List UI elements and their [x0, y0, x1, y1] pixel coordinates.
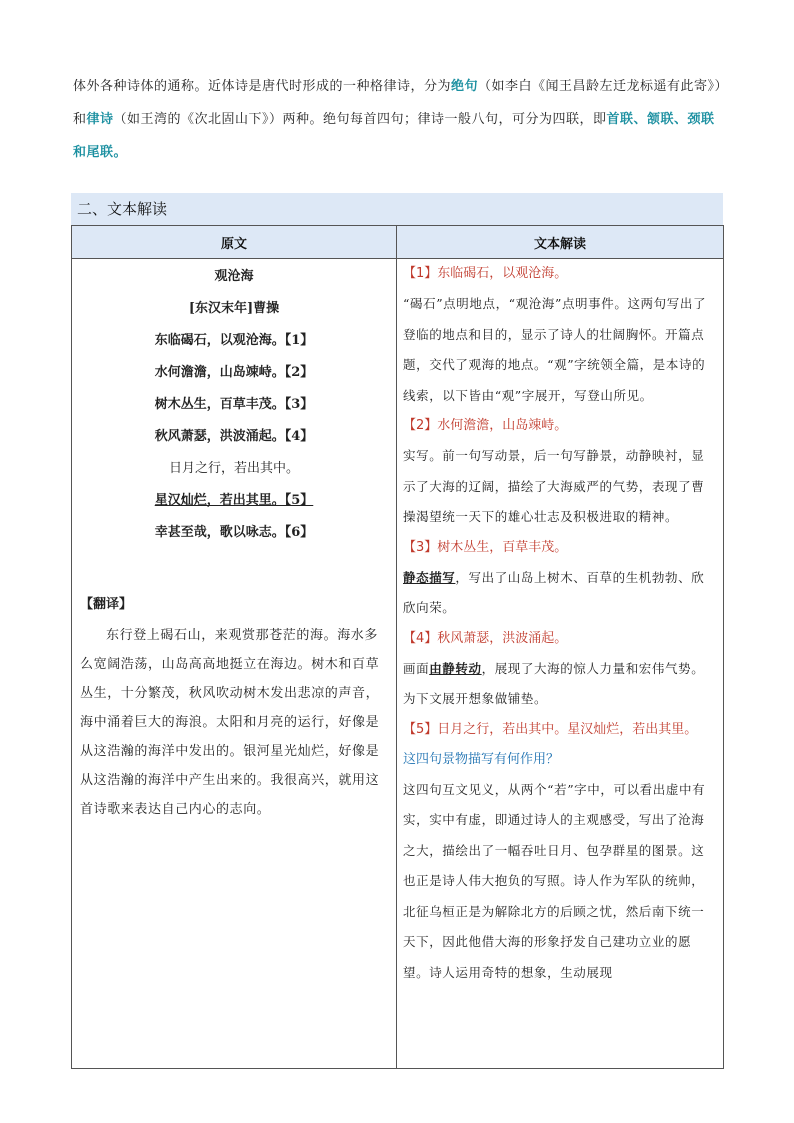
column-header-interpretation: 文本解读	[397, 226, 724, 259]
poem-line: 日月之行，若出其中。	[168, 461, 299, 476]
poem-line: 水何澹澹，山岛竦峙。【2】	[154, 365, 314, 380]
note-4-heading: 【4】秋风萧瑟，洪波涌起。	[403, 630, 568, 646]
intro-paragraph	[73, 70, 725, 169]
note-2-heading: 【2】水何澹澹，山岛竦峙。	[403, 418, 568, 433]
original-text-cell	[72, 259, 397, 1069]
note-5-body: 这四句互文见义，从两个“若”字中，可以看出虚中有实，实中有虚，即通过诗人的主观感受，写出了沧海之大，描绘出了一幅吞吐日月、包孕群星的图景。这也正是诗人伟大抱负的写照。诗人作为军队的统帅，北征乌桓正是为解除北方的后顾之忧，然后南下统一天下，因此他借大海的形象抒发自己建功立业的愿望。诗人运用奇特的想象，生动展现	[403, 781, 706, 980]
poem-line: 东临碣石，以观沧海。【1】	[154, 333, 314, 348]
note-3-heading: 【3】树木丛生，百草丰茂。	[403, 539, 568, 555]
poem-author: [东汉末年]曹操	[188, 301, 280, 316]
intro-text-3: （如王湾的《次北固山下》）两种。绝句每首四句；律诗一般八句，可分为四联，即	[113, 112, 607, 127]
note-3-keyword: 静态描写	[403, 569, 456, 585]
note-1-body: “碣石”点明地点，“观沧海”点明事件。这两句写出了登临的地点和目的，显示了诗人的壮阔胸怀。开篇点题，交代了观海的地点。“观”字统领全篇，是本诗的线索，以下皆由“观”字展开，写登山所见。	[403, 296, 707, 403]
poem-line: 幸甚至哉，歌以咏志。【6】	[154, 525, 314, 540]
poem-line: 树木丛生，百草丰茂。【3】	[154, 397, 314, 412]
section-heading: 二、文本解读	[71, 193, 723, 225]
translation-heading: 【翻译】	[80, 597, 133, 612]
term-jueju: 绝句	[451, 79, 479, 94]
note-5-heading: 【5】日月之行，若出其中。星汉灿烂，若出其里。	[403, 721, 698, 737]
poem	[72, 261, 396, 549]
column-header-original: 原文	[72, 226, 397, 259]
note-4-body	[403, 654, 717, 715]
intro-text-1: 体外各种诗体的通称。近体诗是唐代时形成的一种格律诗，分为	[73, 79, 452, 94]
translation-body: 东行登上碣石山，来观赏那苍茫的海。海水多么宽阔浩荡，山岛高高地挺立在海边。树木和百草丛生，十分繁茂，秋风吹动树木发出悲凉的声音，海中涌着巨大的海浪。太阳和月亮的运行，好像是从这浩瀚的海洋中发出的。银河星光灿烂，好像是从这浩瀚的海洋中产生出来的。我很高兴，就用这首诗歌来表达自己内心的志向。	[80, 628, 380, 817]
note-4-prefix: 画面	[403, 660, 430, 676]
note-5-question: 这四句景物描写有何作用？	[403, 751, 560, 767]
note-2-body: 实写。前一句写动景，后一句写静景，动静映衬，显示了大海的辽阔，描绘了大海威严的气势，表现了曹操渴望统一天下的雄心壮志及积极进取的精神。	[403, 448, 705, 524]
poem-title: 观沧海	[214, 269, 254, 284]
note-4-text: ，展现了大海的惊人力量和宏伟气势。为下文展开想象做铺垫。	[403, 660, 705, 706]
note-1-heading: 【1】东临碣石，以观沧海。	[403, 266, 568, 281]
note-4-keyword: 由静转动	[429, 660, 482, 676]
term-silian: 首联、颔联、颈联和尾联。	[73, 112, 715, 160]
poem-line: 秋风萧瑟，洪波涌起。【4】	[154, 429, 314, 444]
interpretation-cell	[397, 259, 724, 1069]
note-3-body	[403, 563, 717, 624]
intro-text-2: （如李白《闻王昌龄左迁龙标遥有此寄》）和	[73, 79, 722, 127]
term-lvshi: 律诗	[86, 112, 114, 127]
poem-line	[72, 485, 396, 517]
poem-line-text: 星汉灿烂，若出其里。【5】	[154, 493, 314, 508]
note-3-text: ，写出了山岛上树木、百草的生机勃勃、欣欣向荣。	[403, 569, 705, 615]
interpretation-table	[71, 225, 724, 1069]
